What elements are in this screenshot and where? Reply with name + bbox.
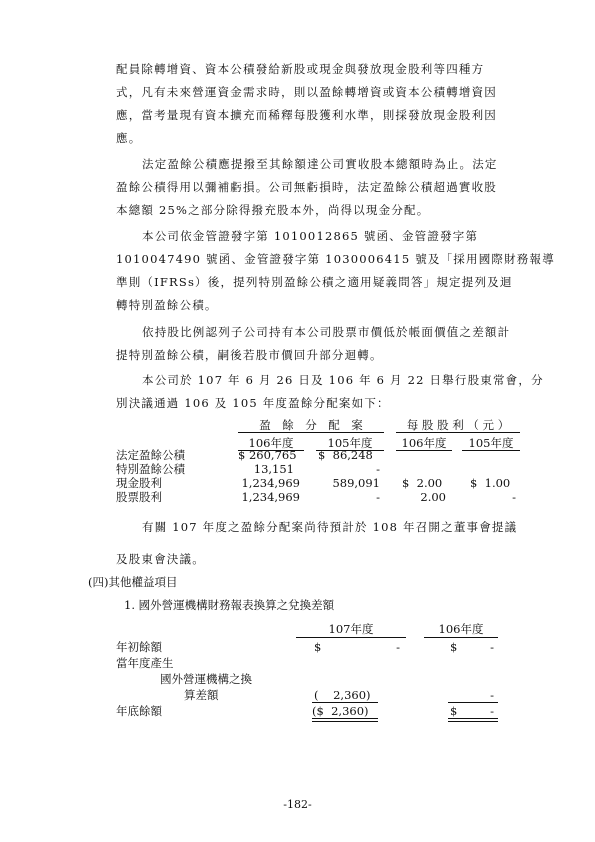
fx-cell: - [490, 688, 494, 702]
fx-cell: - [490, 704, 494, 718]
fx-cell: - [490, 640, 494, 654]
dist-row-label: 特別盈餘公積 [116, 462, 185, 476]
dist-cell: $ 1.00 [470, 476, 511, 490]
fx-sum-rule [448, 702, 498, 703]
para1-line3: 應，當考量現有資本擴充而稀釋每股獲利水準，則採發放現金股利因 [116, 108, 497, 122]
dist-col-rule [462, 450, 520, 451]
para2-line2: 盈餘公積得用以彌補虧損。公司無虧損時，法定盈餘公積超過實收股 [116, 180, 497, 194]
fx-row-label: 算差額 [184, 688, 219, 702]
section-heading: (四)其他權益項目 [88, 575, 178, 589]
para3-line3: 準則（IFRSs）後，提列特別盈餘公積之適用疑義問答」規定提列及迴 [116, 275, 513, 289]
para1-line1: 配員除轉增資、資本公積發給新股或現金與發放現金股利等四種方 [116, 62, 485, 76]
dist-row-label: 法定盈餘公積 [116, 448, 185, 462]
fx-row-label: 國外營運機構之換 [160, 672, 252, 686]
para1-line4: 應。 [116, 131, 142, 145]
para5-line2: 別決議通過 106 及 105 年度盈餘分配案如下： [116, 396, 390, 410]
para4-line2: 提特別盈餘公積，嗣後若股市價回升部分迴轉。 [116, 348, 383, 362]
sub-heading: 1. 國外營運機構財務報表換算之兌換差額 [124, 598, 335, 612]
para2-line3: 本總額 25%之部分除得撥充股本外，尚得以現金分配。 [116, 203, 430, 217]
dist-group2-rule [396, 432, 520, 433]
dist-col-rule [396, 450, 452, 451]
fx-cell: ($ 2,360) [312, 704, 369, 718]
para6-line1: 有關 107 年度之盈餘分配案尚待預計於 108 年召開之董事會提議 [142, 520, 518, 534]
para2-line1: 法定盈餘公積應提撥至其餘額達公司實收股本總額時為止。法定 [142, 157, 498, 171]
para3-line2: 1010047490 號函、金管證發字第 1030006415 號及「採用國際財務報導 [116, 252, 555, 266]
para5-line1: 本公司於 107 年 6 月 26 日及 106 年 6 月 22 日舉行股東常會，分 [142, 373, 544, 387]
dist-row-label: 股票股利 [116, 490, 162, 504]
fx-col-rule [424, 637, 498, 638]
fx-sum-rule [312, 702, 378, 703]
fx-row-label: 當年度產生 [116, 656, 174, 670]
dist-col-header: 105年度 [327, 436, 373, 450]
dist-cell: - [376, 462, 380, 476]
dist-group1-rule [238, 432, 384, 433]
dist-group1-header: 盈 餘 分 配 案 [259, 418, 363, 432]
dist-group2-header: 每 股 股 利 （ 元 ） [406, 418, 510, 432]
fx-row-label: 年底餘額 [116, 704, 162, 718]
fx-col-rule [296, 637, 406, 638]
dist-cell: - [512, 490, 516, 504]
dist-cell: 13,151 [253, 462, 294, 476]
para3-line1: 本公司依金管證發字第 1010012865 號函、金管證發字第 [142, 229, 479, 243]
para6-line2: 及股東會決議。 [116, 552, 205, 566]
dist-cell: $ 2.00 [402, 476, 443, 490]
para1-line2: 式，凡有未來營運資金需求時，則以盈餘轉增資或資本公積轉增資因 [116, 85, 497, 99]
fx-col-header: 107年度 [328, 622, 374, 636]
dist-cell: 2.00 [420, 490, 446, 504]
dist-col-header: 105年度 [468, 436, 514, 450]
dist-row-label: 現金股利 [116, 476, 162, 490]
page-number: -182- [283, 798, 312, 811]
fx-row-label: 年初餘額 [116, 640, 162, 654]
para4-line1: 依持股比例認列子公司持有本公司股票市價低於帳面價值之差額計 [142, 325, 511, 339]
fx-col-header: 106年度 [438, 622, 484, 636]
dist-cell: - [376, 490, 380, 504]
dist-cell: 1,234,969 [241, 476, 300, 490]
dist-col-header: 106年度 [248, 436, 294, 450]
fx-cell: - [396, 640, 400, 654]
dist-cell: 1,234,969 [241, 490, 300, 504]
fx-cell: $ [450, 704, 458, 718]
dist-cell: $ 86,248 [318, 448, 373, 462]
dist-cell: 589,091 [332, 476, 380, 490]
para3-line4: 轉特別盈餘公積。 [116, 298, 218, 312]
dist-cell: $ 260,765 [238, 448, 297, 462]
fx-total-double-rule [448, 718, 498, 722]
fx-cell: $ [314, 640, 322, 654]
fx-cell: $ [450, 640, 458, 654]
fx-cell: ( 2,360) [314, 688, 371, 702]
fx-total-double-rule [312, 718, 378, 722]
dist-col-header: 106年度 [401, 436, 447, 450]
